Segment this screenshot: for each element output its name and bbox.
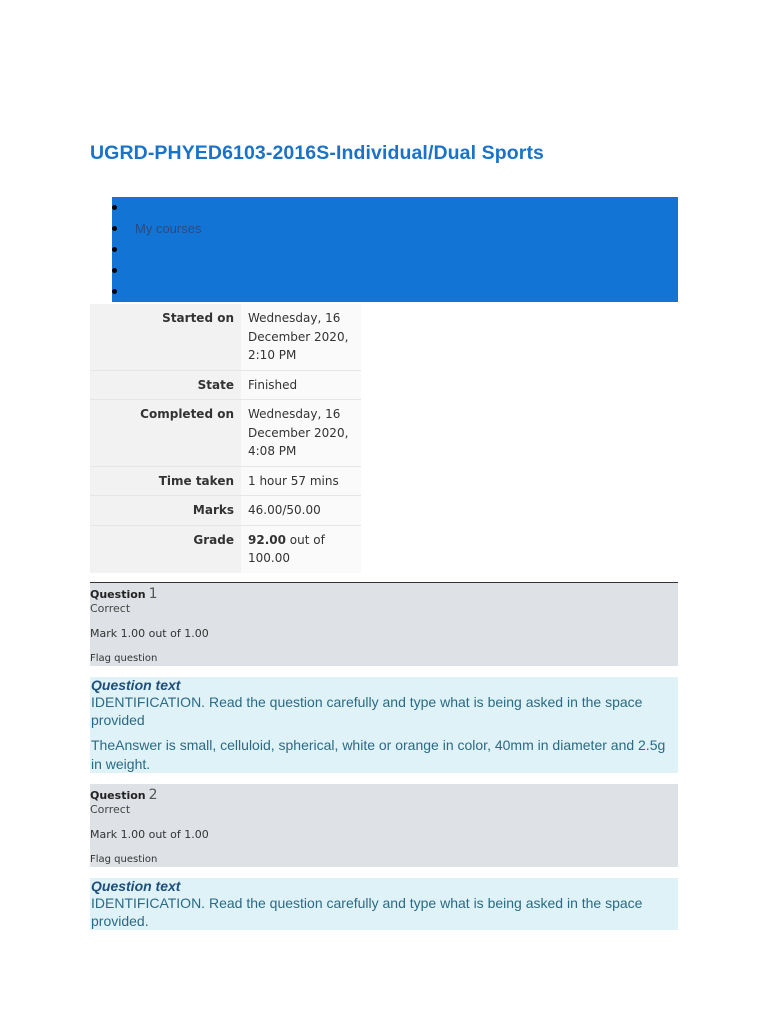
question-text-heading: Question text <box>91 878 181 894</box>
bullet-icon <box>112 247 117 252</box>
bullet-icon <box>112 289 117 294</box>
question-text: IDENTIFICATION. Read the question carefully and type what is being asked in the space provided <box>91 694 643 728</box>
nav-item-5[interactable] <box>112 281 678 302</box>
question-word: Question <box>90 588 146 601</box>
nav-item-my-courses[interactable] <box>112 218 678 239</box>
summary-label: Marks <box>90 496 241 526</box>
nav-item-3[interactable] <box>112 239 678 260</box>
question-text: IDENTIFICATION. Read the question carefully and type what is being asked in the space provided. <box>91 895 643 929</box>
course-title[interactable]: UGRD-PHYED6103-2016S-Individual/Dual Sports <box>90 142 544 164</box>
question-number: 2 <box>148 787 158 803</box>
summary-label: Grade <box>90 525 241 573</box>
nav-item-4[interactable] <box>112 260 678 281</box>
summary-label: Completed on <box>90 400 241 467</box>
nav-item-1[interactable] <box>112 197 678 218</box>
grade-score: 92.00 <box>248 532 286 547</box>
question-content-2 <box>90 878 678 930</box>
attempt-summary-table <box>90 304 361 573</box>
nav-item-label: My courses <box>135 221 202 236</box>
grade-out-of: out of 100.00 <box>248 532 325 565</box>
question-number: 1 <box>148 586 158 602</box>
summary-value: 46.00/50.00 <box>241 496 361 526</box>
bullet-icon <box>112 268 117 273</box>
question-state: Correct <box>90 803 131 816</box>
bullet-icon <box>112 226 117 231</box>
question-mark: Mark 1.00 out of 1.00 <box>90 828 209 841</box>
summary-row-state <box>90 370 361 400</box>
summary-value: Finished <box>241 370 361 400</box>
question-text-heading: Question text <box>91 677 181 693</box>
summary-row-time-taken <box>90 466 361 496</box>
question-heading <box>90 787 158 803</box>
summary-row-completed-on <box>90 400 361 467</box>
summary-value: 1 hour 57 mins <box>241 466 361 496</box>
bullet-icon <box>112 205 117 210</box>
summary-label: Time taken <box>90 466 241 496</box>
question-word: Question <box>90 789 146 802</box>
summary-row-marks <box>90 496 361 526</box>
summary-label: Started on <box>90 304 241 370</box>
summary-value <box>241 525 361 573</box>
summary-label: State <box>90 370 241 400</box>
question-mark: Mark 1.00 out of 1.00 <box>90 627 209 640</box>
flag-question-link[interactable]: Flag question <box>90 653 158 664</box>
nav-list <box>112 197 678 302</box>
flag-question-link[interactable]: Flag question <box>90 854 158 865</box>
question-state: Correct <box>90 602 131 615</box>
summary-row-started-on <box>90 304 361 370</box>
question-info-1 <box>90 582 678 666</box>
navigation-bar <box>112 197 678 302</box>
question-content-1 <box>90 677 678 773</box>
summary-value: Wednesday, 16 December 2020, 4:08 PM <box>241 400 361 467</box>
question-info-2 <box>90 784 678 867</box>
question-heading <box>90 586 158 602</box>
summary-value: Wednesday, 16 December 2020, 2:10 PM <box>241 304 361 370</box>
summary-row-grade <box>90 525 361 573</box>
answer-text: TheAnswer is small, celluloid, spherical, white or orange in color, 40mm in diameter and 2.5g in weight. <box>91 737 666 772</box>
